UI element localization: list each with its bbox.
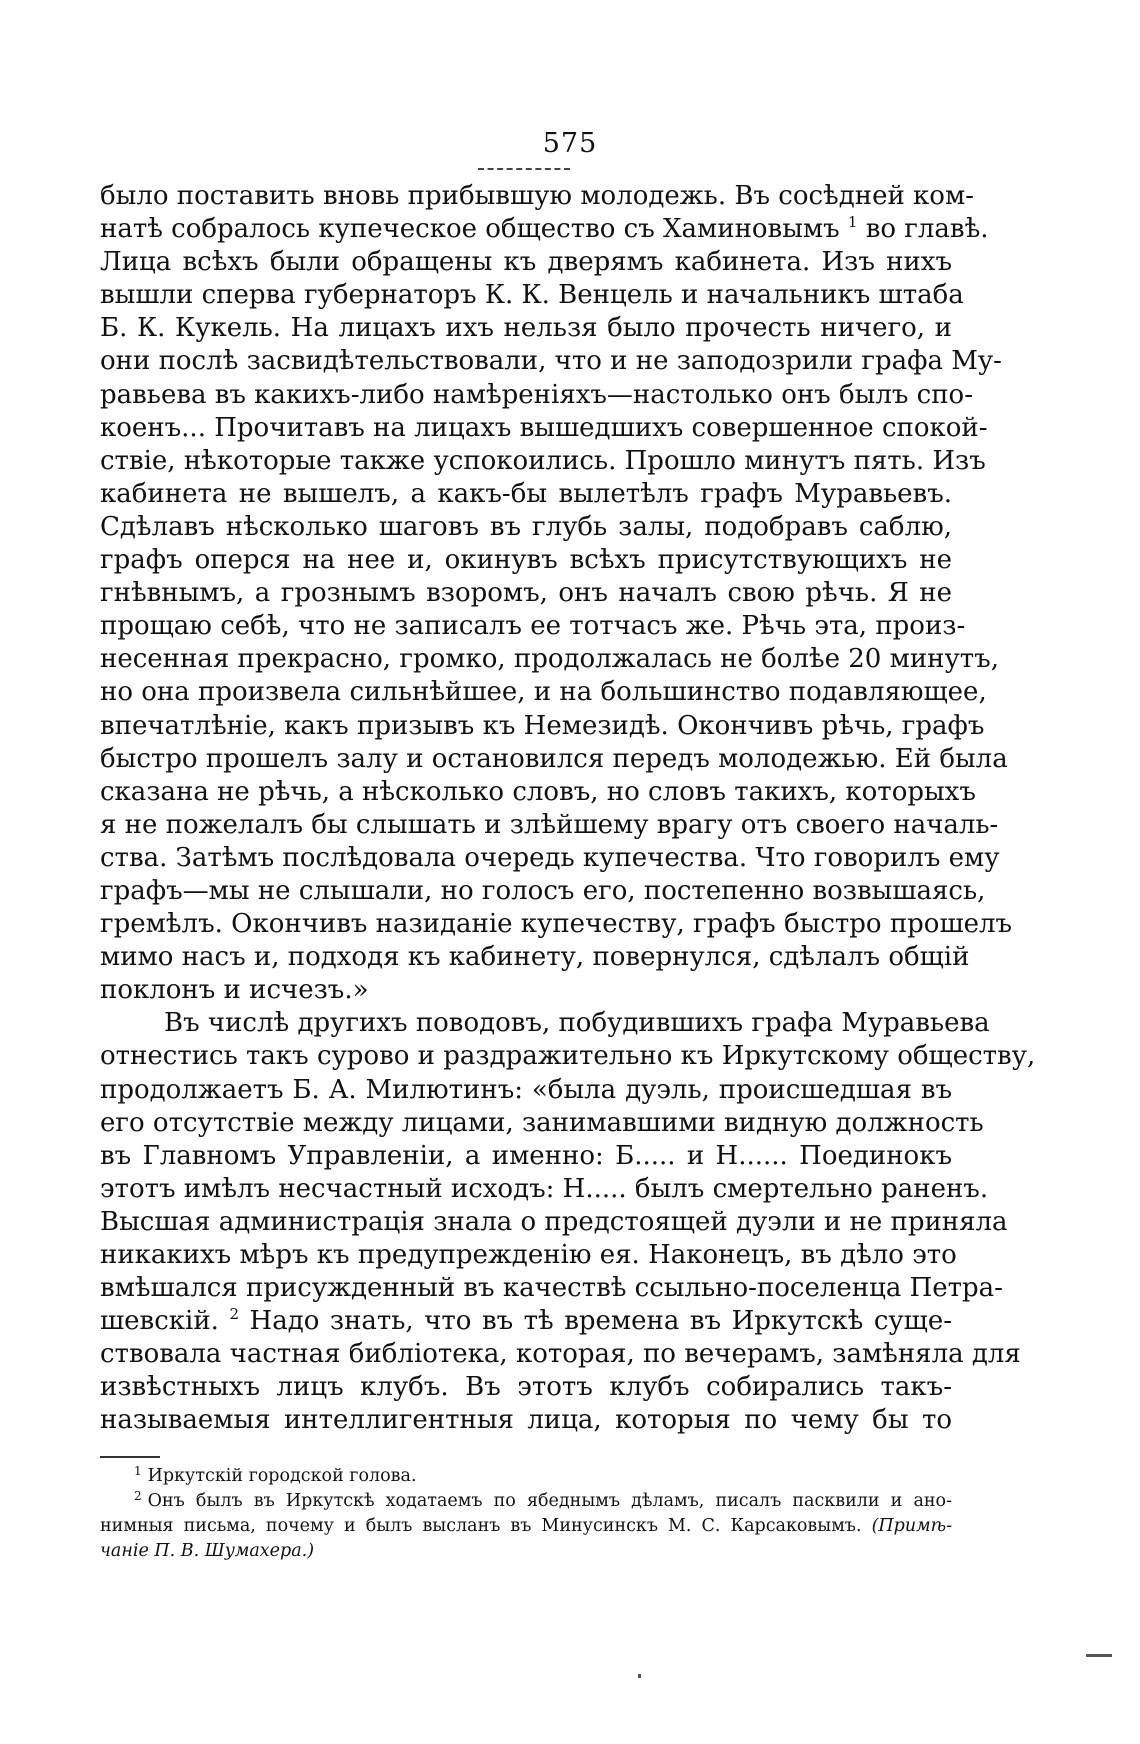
text-line: было поставить вновь прибывшую молодежь. Въ сосѣдней ком- [100,181,974,211]
text-line: Сдѣлавъ нѣсколько шаговъ въ глубь залы, подобравъ саблю, [100,511,952,542]
text-line: быстро прошелъ залу и остановился передъ молодежью. Ей была [100,743,1008,774]
text-line: графъ оперся на нее и, окинувъ всѣхъ присутствующихъ не [100,545,952,576]
text-line: Б. К. Кукель. На лицахъ ихъ нельзя было прочесть ничего, и [100,313,952,344]
text-line: натѣ собралось купеческое общество съ Хаминовымъ $^1$ во главѣ. [100,213,989,245]
footnote-ref: 1 [847,213,858,232]
text-line: равьева въ какихъ-либо намѣреніяхъ—настолько онъ былъ спо- [100,379,973,410]
print-speck [638,1674,641,1678]
text-line: ствовала частная библіотека, которая, по вечерамъ, замѣняла для [100,1339,1021,1370]
text-line: но она произвела сильнѣйшее, и на большинство подавляющее, [100,677,987,708]
text-line: кабинета не вышелъ, а какъ-бы вылетѣлъ графъ Муравьевъ. [100,478,952,509]
footnote-ref: 2 [229,1305,239,1324]
text-line: его отсутствіе между лицами, занимавшими видную должность [100,1107,984,1138]
footnote-number: 1 [134,1464,142,1478]
text-line: никакихъ мѣръ къ предупрежденію ея. Наконецъ, въ дѣло это [100,1240,957,1270]
footnote-2: $^2$ Онъ былъ въ Иркутскѣ ходатаемъ по ябеднымъ дѣламъ, писалъ пасквили и ано- [134,1489,952,1511]
text-line: Въ числѣ другихъ поводовъ, побудившихъ графа Муравьева [164,1008,990,1039]
text-line: гнѣвнымъ, а грознымъ взоромъ, онъ началъ свою рѣчь. Я не [100,578,952,609]
text-line: ства. Затѣмъ послѣдовала очередь купечества. Что говорилъ ему [100,842,1000,873]
text-line: я не пожелалъ бы слышать и злѣйшему врагу отъ своего началь- [100,809,999,840]
text-line: шевскій. $^2$ Надо знать, что въ тѣ времена въ Иркутскѣ суще- [100,1305,953,1337]
text-line: они послѣ засвидѣтельствовали, что и не заподозрили графа Му- [100,346,1002,377]
body-text [100,180,1036,1438]
text-line: извѣстныхъ лицъ клубъ. Въ этотъ клубъ собирались такъ- [100,1372,952,1403]
text-line: вышли сперва губернаторъ К. К. Венцель и начальникъ штаба [100,280,964,311]
text-line: Лица всѣхъ были обращены къ дверямъ кабинета. Изъ нихъ [100,247,952,278]
text-line: въ Главномъ Управленіи, а именно: Б..... и Н...... Поединокъ [100,1140,952,1171]
text-line: поклонъ и исчезъ.» [100,975,369,1006]
text-line: этотъ имѣлъ несчастный исходъ: Н..... былъ смертельно раненъ. [100,1173,989,1204]
footnote-number: 2 [134,1489,142,1503]
text-line: графъ—мы не слышали, но голосъ его, постепенно возвышаясь, [100,875,986,906]
footnotes [100,1464,952,1564]
footnote-1: $^1$ Иркутскій городской голова. [134,1464,417,1486]
text-line: коенъ... Прочитавъ на лицахъ вышедшихъ совершенное спокой- [100,412,988,443]
print-speck [1086,1654,1112,1657]
text-line: впечатлѣніе, какъ призывъ къ Немезидѣ. Окончивъ рѣчь, графъ [100,710,985,741]
footnote-2-cont: нимныя письма, почему и былъ высланъ въ Минусинскъ М. С. Карсаковымъ. (Примѣ- [100,1516,952,1536]
text-line: гремѣлъ. Окончивъ назиданіе купечеству, графъ быстро прошелъ [100,909,1013,940]
text-line: отнестись такъ сурово и раздражительно къ Иркутскому обществу, [100,1041,1036,1072]
text-line: Высшая администрація знала о предстоящей дуэли и не приняла [100,1206,1008,1237]
text-line: несенная прекрасно, громко, продолжалась не болѣе 20 минутъ, [100,644,999,675]
footnote-2-cont: чаніе П. В. Шумахера.) [100,1541,315,1561]
text-line: продолжаетъ Б. А. Милютинъ: «была дуэль, происшедшая въ [100,1074,952,1105]
page-number: 575 [542,128,598,159]
text-line: называемыя интеллигентныя лица, которыя по чему бы то [100,1405,952,1436]
text-line: прощаю себѣ, что не записалъ ее тотчасъ же. Рѣчь эта, произ- [100,611,966,642]
text-line: вмѣшался присужденный въ качествѣ ссыльно-поселенца Петра- [100,1273,1003,1304]
text-line: мимо насъ и, подходя къ кабинету, повернулся, сдѣлалъ общій [100,942,970,973]
text-line: ствіе, нѣкоторые также успокоились. Прошло минутъ пять. Изъ [100,445,986,476]
text-line: сказана не рѣчь, а нѣсколько словъ, но словъ такихъ, которыхъ [100,776,976,807]
page-number-rule [478,168,570,170]
footnote-divider [100,1456,160,1458]
